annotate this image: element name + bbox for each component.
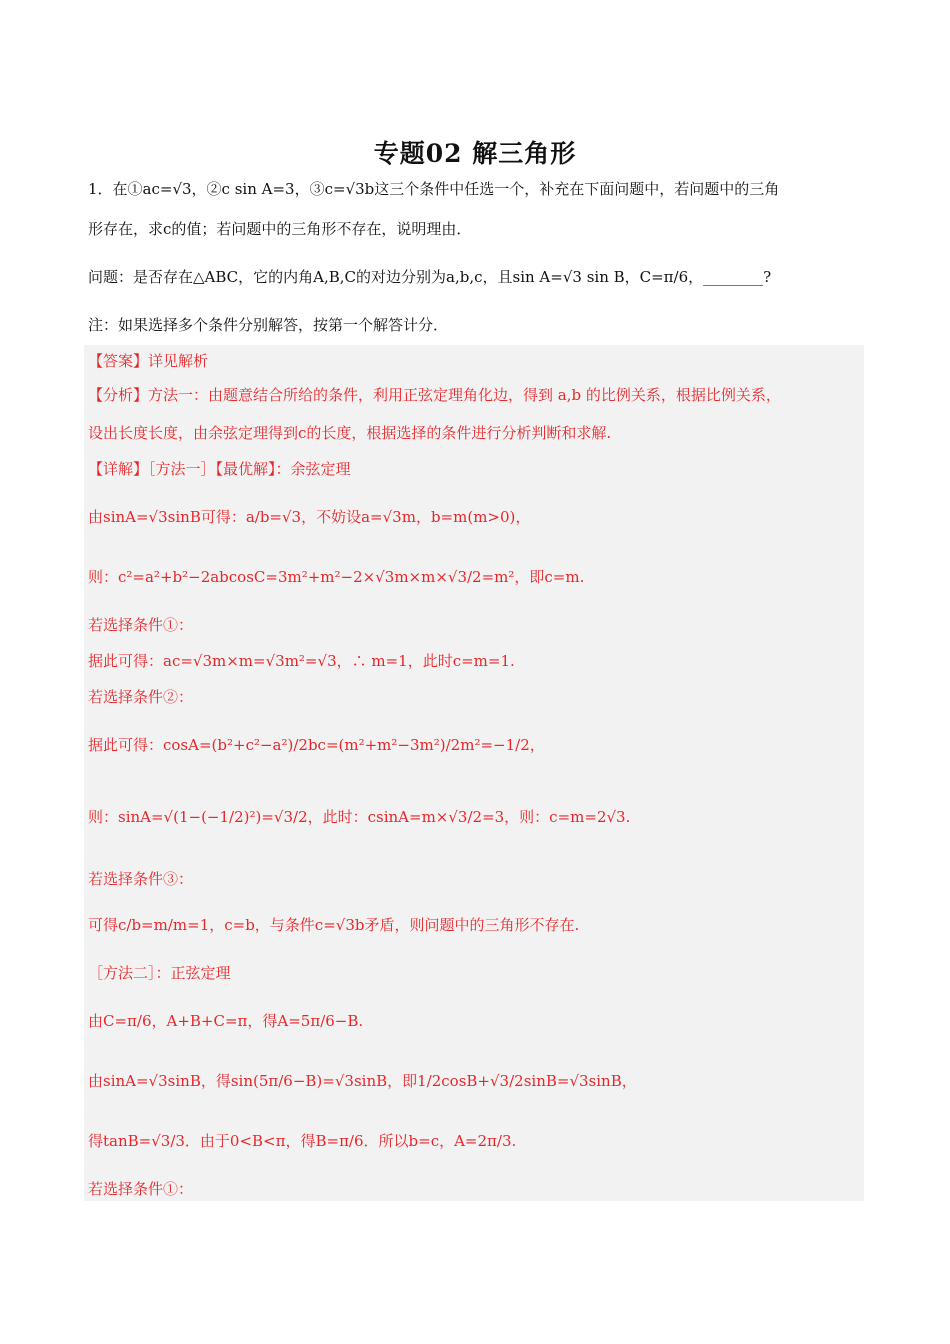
method1-step-2: 则：c²=a²+b²−2abcosC=3m²+m²−2×√3m×m×√3/2=m²，即c=m. <box>88 568 585 586</box>
page-title: 专题02 解三角形 <box>373 139 577 168</box>
problem-question: 问题：是否存在△ABC，它的内角A,B,C的对边分别为a,b,c，且sin A=√3 sin B，C=π/6，________? <box>88 268 772 286</box>
case1-body: 据此可得：ac=√3m×m=√3m²=√3，∴ m=1，此时c=m=1. <box>88 652 515 670</box>
answer-label: 【答案】详见解析 <box>88 352 209 370</box>
case1-title: 若选择条件①： <box>88 616 194 634</box>
method2-case1-title: 若选择条件①： <box>88 1180 194 1198</box>
method2-heading: ［方法二］：正弦定理 <box>88 964 231 982</box>
case2-body-1: 据此可得：cosA=(b²+c²−a²)/2bc=(m²+m²−3m²)/2m²=−1/2， <box>88 736 545 754</box>
case3-title: 若选择条件③： <box>88 870 194 888</box>
problem-note: 注：如果选择多个条件分别解答，按第一个解答计分． <box>88 316 449 334</box>
problem-line-2: 形存在，求c的值；若问题中的三角形不存在，说明理由． <box>88 220 472 238</box>
case2-body-2: 则：sinA=√(1−(−1/2)²)=√3/2，此时：csinA=m×√3/2=3，则：c=m=2√3. <box>88 808 631 826</box>
method1-step-1: 由sinA=√3sinB可得：a/b=√3，不妨设a=√3m，b=m(m>0)， <box>88 508 531 526</box>
case3-body: 可得c/b=m/m=1，c=b，与条件c=√3b矛盾，则问题中的三角形不存在. <box>88 916 580 934</box>
method2-step-1: 由C=π/6，A+B+C=π，得A=5π/6−B. <box>88 1012 364 1030</box>
case2-title: 若选择条件②： <box>88 688 194 706</box>
method2-step-3: 得tanB=√3/3．由于0<B<π，得B=π/6．所以b=c，A=2π/3. <box>88 1132 517 1150</box>
analysis-line-2: 设出长度长度，由余弦定理得到c的长度，根据选择的条件进行分析判断和求解. <box>88 424 612 442</box>
analysis-line-1: 【分析】方法一：由题意结合所给的条件，利用正弦定理角化边，得到 a,b 的比例关系，根据比例关系， <box>88 386 781 404</box>
problem-line-1: 1．在①ac=√3，②c sin A=3，③c=√3b这三个条件中任选一个，补充在下面问题中，若问题中的三角 <box>88 180 780 198</box>
method2-step-2: 由sinA=√3sinB，得sin(5π/6−B)=√3sinB，即1/2cosB+√3/2sinB=√3sinB， <box>88 1072 637 1090</box>
detail-heading: 【详解】［方法一］【最优解】：余弦定理 <box>88 460 351 478</box>
